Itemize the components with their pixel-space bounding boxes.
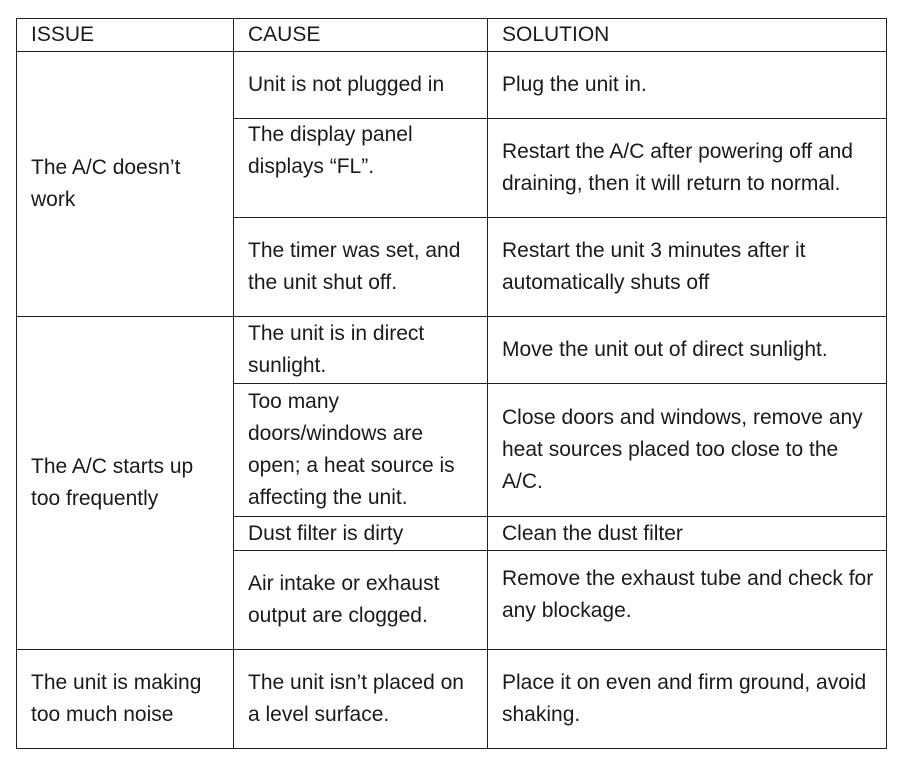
table-row [17,52,887,119]
issue-cell: The A/C starts up too frequently [17,317,234,650]
issue-cell: The A/C doesn’t work [17,52,234,317]
cause-cell: Air intake or exhaust output are clogged. [234,551,488,650]
troubleshooting-table [16,18,887,749]
cause-cell: The display panel displays “FL”. [234,119,488,218]
table-row [17,317,887,384]
cause-cell: The unit is in direct sunlight. [234,317,488,384]
solution-cell: Remove the exhaust tube and check for any blockage. [488,551,887,650]
cause-cell: Dust filter is dirty [234,517,488,551]
solution-cell: Close doors and windows, remove any heat sources placed too close to the A/C. [488,384,887,517]
solution-cell: Clean the dust filter [488,517,887,551]
header-row [17,19,887,52]
cause-cell: The unit isn’t placed on a level surface. [234,650,488,749]
cause-cell: Unit is not plugged in [234,52,488,119]
header-issue: ISSUE [17,19,234,52]
table-row [17,650,887,749]
solution-cell: Move the unit out of direct sunlight. [488,317,887,384]
solution-cell: Place it on even and firm ground, avoid shaking. [488,650,887,749]
solution-cell: Restart the A/C after powering off and draining, then it will return to normal. [488,119,887,218]
header-solution: SOLUTION [488,19,887,52]
issue-cell: The unit is making too much noise [17,650,234,749]
solution-cell: Restart the unit 3 minutes after it automatically shuts off [488,218,887,317]
header-cause: CAUSE [234,19,488,52]
cause-cell: Too many doors/windows are open; a heat source is affecting the unit. [234,384,488,517]
solution-cell: Plug the unit in. [488,52,887,119]
cause-cell: The timer was set, and the unit shut off. [234,218,488,317]
